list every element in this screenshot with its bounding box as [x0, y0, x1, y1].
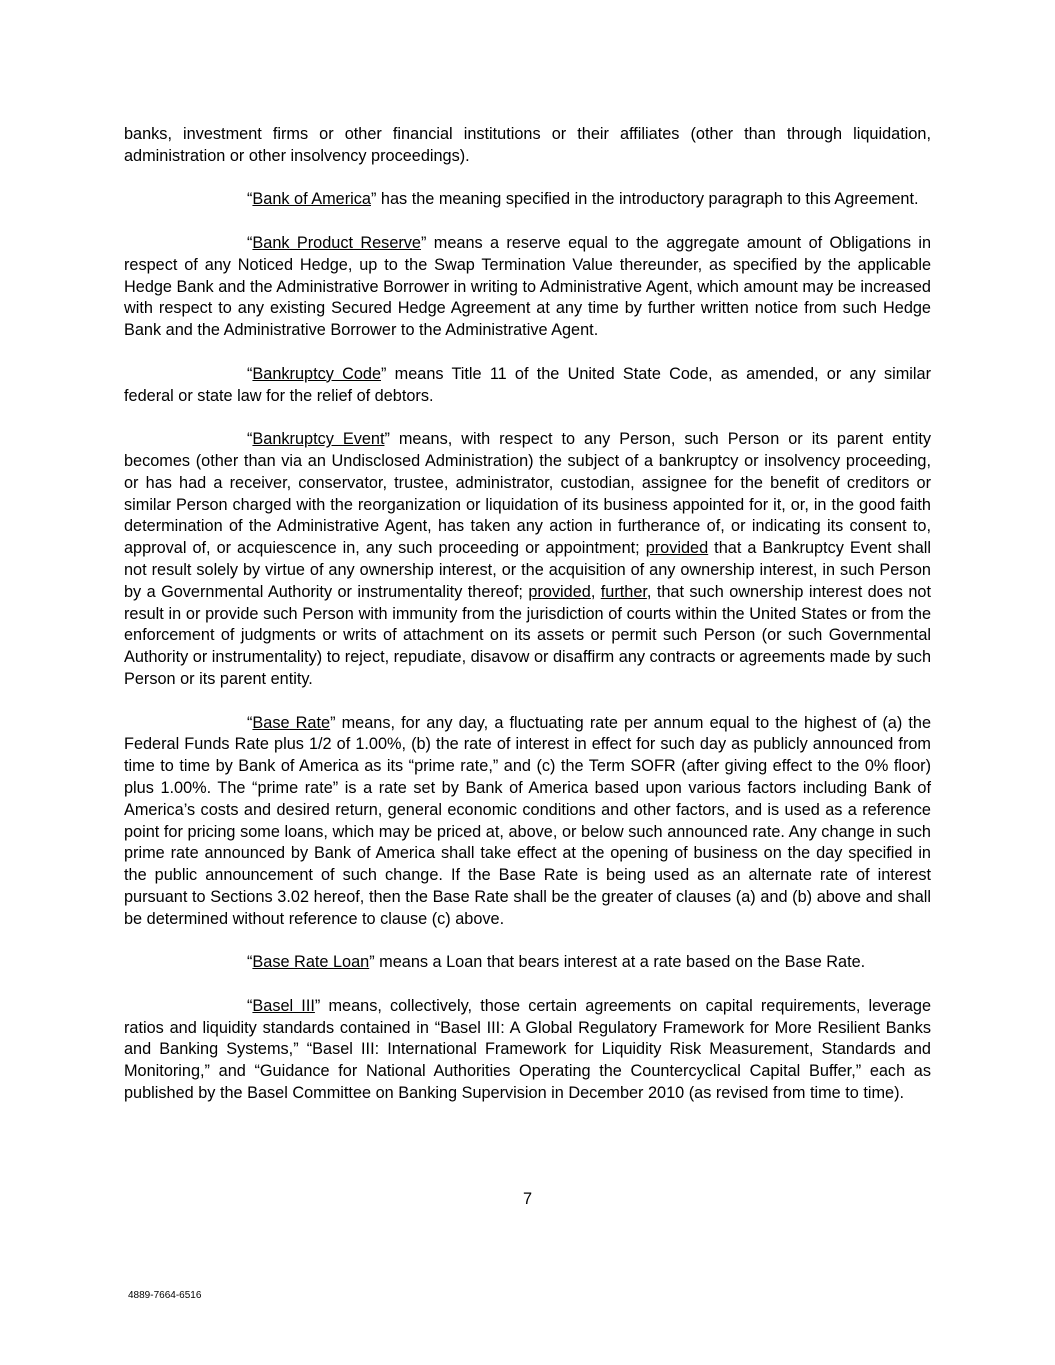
defined-term: Bank Product Reserve — [252, 233, 421, 252]
definition-base-rate-loan: “Base Rate Loan” means a Loan that bears interest at a rate based on the Base Rate. — [247, 953, 866, 972]
defined-term: Base Rate Loan — [252, 953, 370, 972]
page-number: 7 — [522, 1190, 533, 1208]
definition-bankruptcy-code: “Bankruptcy Code” means Title 11 of the United State Code, as amended, or any similar federal or state law for the relief of debtors. — [124, 364, 931, 405]
defined-term: Bank of America — [252, 190, 371, 209]
provided-term: provided — [645, 539, 709, 558]
definition-base-rate: “Base Rate” means, for any day, a fluctuating rate per annum equal to the highest of (a) the Federal Funds Rate plus 1/2 of 1.00%, (b) the rate of interest in effect for such day as publicly announced from time to time by Bank of America as its “prime rate,” and (c) the Term SOFR (after giving effect to the 0% floor) plus 1.00%. The “prime rate” is a rate set by Bank of America based upon various factors including Bank of America’s costs and desired return, general economic conditions and other factors, and is used as a reference point for pricing some loans, which may be priced at, above, or below such announced rate. Any change in such prime rate announced by Bank of America shall take effect at the opening of business on the day specified in the public announcement of such change. If the Base Rate is being used as an alternate rate of interest pursuant to Sections 3.02 hereof, then the Base Rate shall be the greater of clauses (a) and (b) above and shall be determined without reference to clause (c) above. — [124, 713, 931, 928]
definition-text: that a Bankruptcy Event shall not result solely by virtue of any ownership interest, or the acquisition of any ownership interest, in such Person by a Governmental Authority or instrumentality thereof; — [124, 539, 931, 601]
defined-term: Bankruptcy Event — [252, 430, 385, 449]
definition-text: ” means, for any day, a fluctuating rate per annum equal to the highest of (a) the Federal Funds Rate plus 1/2 of 1.00%, (b) the rate of interest in effect for such day as publicly announced from time to time by Bank of America as its “prime rate,” and (c) the Term SOFR (after giving effect to the 0% floor) plus 1.00%. The “prime rate” is a rate set by Bank of America based upon various factors including Bank of America’s costs and desired return, general economic conditions and other factors, and is used as a reference point for pricing some loans, which may be priced at, above, or below such announced rate. Any change in such prime rate announced by Bank of America shall take effect at the opening of business on the day specified in the public announcement of such change. If the Base Rate is being used as an alternate rate of interest pursuant to Sections 3.02 hereof, then the Base Rate shall be the greater of clauses (a) and (b) above and shall be determined without reference to clause (c) above. — [124, 713, 931, 928]
intro-paragraph — [124, 124, 931, 168]
definition-basel-iii: “Basel III” means, collectively, those certain agreements on capital requirements, leverage ratios and liquidity standards contained in “Basel III: A Global Regulatory Framework for More Resilient Banks and Banking Systems,” “Basel III: International Framework for Liquidity Risk Measurement, Standards and Monitoring,” and “Guidance for National Authorities Operating the Countercyclical Capital Buffer,” each as published by the Basel Committee on Banking Supervision in December 2010 (as revised from time to time). — [124, 996, 931, 1103]
definition-text: , that such ownership interest does not result in or provide such Person with immunity from the jurisdiction of courts within the United States or from the enforcement of judgments or writs of attachment on its assets or permit such Person (or such Governmental Authority or instrumentality) to reject, repudiate, disavow or disaffirm any contracts or agreements made by such Person or its parent entity. — [124, 582, 931, 688]
defined-term: Bankruptcy Code — [252, 364, 382, 383]
definition-text: ” has the meaning specified in the introductory paragraph to this Agreement. — [370, 190, 919, 209]
definition-bank-product-reserve: “Bank Product Reserve” means a reserve equal to the aggregate amount of Obligations in respect of any Noticed Hedge, up to the Swap Termination Value thereunder, as specified by the applicable Hedge Bank and the Administrative Borrower in writing to Administrative Agent, which amount may be increased with respect to any existing Secured Hedge Agreement at any time by further written notice from such Hedge Bank and the Administrative Borrower to the Administrative Agent. — [124, 233, 931, 340]
defined-term: Basel III — [252, 996, 315, 1015]
definition-text: ” means Title 11 of the United State Code, as amended, or any similar federal or state law for the relief of debtors. — [124, 364, 931, 405]
document-page — [124, 124, 931, 1127]
definition-bank-of-america: “Bank of America” has the meaning specified in the introductory paragraph to this Agreement. — [247, 190, 919, 209]
paragraph-text: banks, investment firms or other financial institutions or their affiliates (other than through liquidation, administration or other insolvency proceedings). — [124, 125, 931, 165]
definition-text: ” means a reserve equal to the aggregate amount of Obligations in respect of any Noticed Hedge, up to the Swap Termination Value thereunder, as specified by the applicable Hedge Bank and the Administrative Borrower in writing to Administrative Agent, which amount may be increased with respect to any existing Secured Hedge Agreement at any time by further written notice from such Hedge Bank and the Administrative Borrower to the Administrative Agent. — [124, 233, 931, 340]
definition-text: ” means, with respect to any Person, such Person or its parent entity becomes (other than via an Undisclosed Administration) the subject of a bankruptcy or insolvency proceeding, or has had a receiver, conservator, trustee, administrator, custodian, assignee for the benefit of creditors or similar Person charged with the reorganization or liquidation of its business appointed for it, or, in the good faith determination of the Administrative Agent, has taken any action in furtherance of, or indicating its consent to, approval of, or acquiescence in, any such proceeding or appointment; — [124, 430, 931, 558]
provided-term: provided — [528, 582, 591, 601]
document-id: 4889-7664-6516 — [128, 1290, 202, 1301]
further-term: further — [600, 582, 647, 601]
defined-term: Base Rate — [252, 713, 331, 732]
definition-text: ” means a Loan that bears interest at a rate based on the Base Rate. — [369, 953, 866, 972]
definition-bankruptcy-event: “Bankruptcy Event” means, with respect to any Person, such Person or its parent entity becomes (other than via an Undisclosed Administration) the subject of a bankruptcy or insolvency proceeding, or has had a receiver, conservator, trustee, administrator, custodian, assignee for the benefit of creditors or similar Person charged with the reorganization or liquidation of its business appointed for it, or, in the good faith determination of the Administrative Agent, has taken any action in furtherance of, or indicating its consent to, approval of, or acquiescence in, any such proceeding or appointment; provided that a Bankruptcy Event shall not result solely by virtue of any ownership interest, or the acquisition of any ownership interest, in such Person by a Governmental Authority or instrumentality thereof; provided, further, that such ownership interest does not result in or provide such Person with immunity from the jurisdiction of courts within the United States or from the enforcement of judgments or writs of attachment on its assets or permit such Person (or such Governmental Authority or instrumentality) to reject, repudiate, disavow or disaffirm any contracts or agreements made by such Person or its parent entity. — [124, 430, 931, 688]
definition-text: ” means, collectively, those certain agreements on capital requirements, leverage ratios and liquidity standards contained in “Basel III: A Global Regulatory Framework for More Resilient Banks and Banking Systems,” “Basel III: International Framework for Liquidity Risk Measurement, Standards and Monitoring,” and “Guidance for National Authorities Operating the Countercyclical Capital Buffer,” each as published by the Basel Committee on Banking Supervision in December 2010 (as revised from time to time). — [124, 996, 931, 1103]
